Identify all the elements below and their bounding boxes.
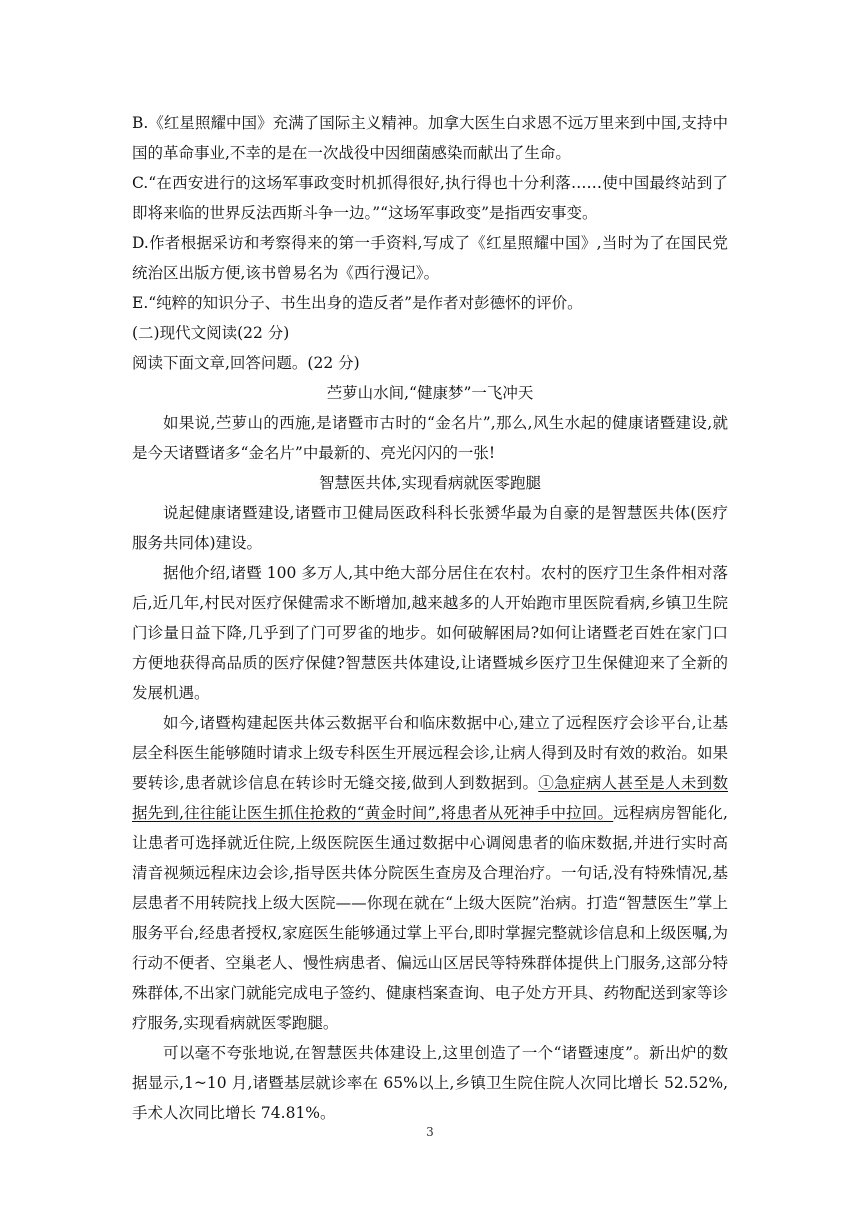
underlined-sentence-1: ①急症病人甚至是人未到数据先到,往往能让医生抓住抢救的“黄金时间”,将患者从死神手中拉回。 xyxy=(132,774,728,822)
section-instruction: 阅读下面文章,回答问题。(22 分) xyxy=(132,354,360,372)
page-content xyxy=(132,108,728,1128)
article-paragraph-4: 可以毫不夸张地说,在智慧医共体建设上,这里创造了一个“诸暨速度”。新出炉的数据显示,1~10 月,诸暨基层就诊率在 65%以上,乡镇卫生院住院人次同比增长 52.52%,手术人次同比增长 74.81%。 xyxy=(132,1044,728,1122)
article-paragraph-3 xyxy=(132,708,728,1038)
option-d: D.作者根据采访和考察得来的第一手资料,写成了《红星照耀中国》,当时为了在国民党统治区出版方便,该书曾易名为《西行漫记》。 xyxy=(132,234,728,282)
option-e: E.“纯粹的知识分子、书生出身的造反者”是作者对彭德怀的评价。 xyxy=(132,294,583,312)
article-subtitle: 智慧医共体,实现看病就医零跑腿 xyxy=(319,474,541,492)
section-heading: (二)现代文阅读(22 分) xyxy=(132,324,290,342)
paragraph-3-text-end: 远程病房智能化,让患者可选择就近住院,上级医院医生通过数据中心调阅患者的临床数据,并进行实时高清音视频远程床边会诊,指导医共体分院医生查房及合理治疗。一句话,没有特殊情况,基层患者不用转院找上级大医院——你现在就在“上级大医院”治病。打造“智慧医生”掌上服务平台,经患者授权,家庭医生能够通过掌上平台,即时掌握完整就诊信息和上级医嘱,为行动不便者、空巢老人、慢性病患者、偏远山区居民等特殊群体提供上门服务,这部分特殊群体,不出家门就能完成电子签约、健康档案查询、电子处方开具、药物配送到家等诊疗服务,实现看病就医零跑腿。 xyxy=(132,804,728,1032)
article-intro: 如果说,苎萝山的西施,是诸暨市古时的“金名片”,那么,风生水起的健康诸暨建设,就是今天诸暨诸多“金名片”中最新的、亮光闪闪的一张! xyxy=(132,414,728,462)
article-paragraph-2: 据他介绍,诸暨 100 多万人,其中绝大部分居住在农村。农村的医疗卫生条件相对落后,近几年,村民对医疗保健需求不断增加,越来越多的人开始跑市里医院看病,乡镇卫生院门诊量日益下降,几乎到了门可罗雀的地步。如何破解困局?如何让诸暨老百姓在家门口方便地获得高品质的医疗保健?智慧医共体建设,让诸暨城乡医疗卫生保健迎来了全新的发展机遇。 xyxy=(132,564,728,702)
article-title: 苎萝山水间,“健康梦”一飞冲天 xyxy=(326,384,534,402)
option-c: C.“在西安进行的这场军事政变时机抓得很好,执行得也十分利落……使中国最终站到了即将来临的世界反法西斯斗争一边。”“这场军事政变”是指西安事变。 xyxy=(132,174,728,222)
option-b: B.《红星照耀中国》充满了国际主义精神。加拿大医生白求恩不远万里来到中国,支持中国的革命事业,不幸的是在一次战役中因细菌感染而献出了生命。 xyxy=(132,114,728,162)
article-paragraph-1: 说起健康诸暨建设,诸暨市卫健局医政科科长张赟华最为自豪的是智慧医共体(医疗服务共同体)建设。 xyxy=(132,504,728,552)
paragraph-3-text-start: 如今,诸暨构建起医共体云数据平台和临床数据中心,建立了远程医疗会诊平台,让基层全科医生能够随时请求上级专科医生开展远程会诊,让病人得到及时有效的救治。如果要转诊,患者就诊信息在转诊时无缝交接,做到人到数据到。 xyxy=(132,714,728,792)
page-number: 3 xyxy=(426,1125,434,1139)
